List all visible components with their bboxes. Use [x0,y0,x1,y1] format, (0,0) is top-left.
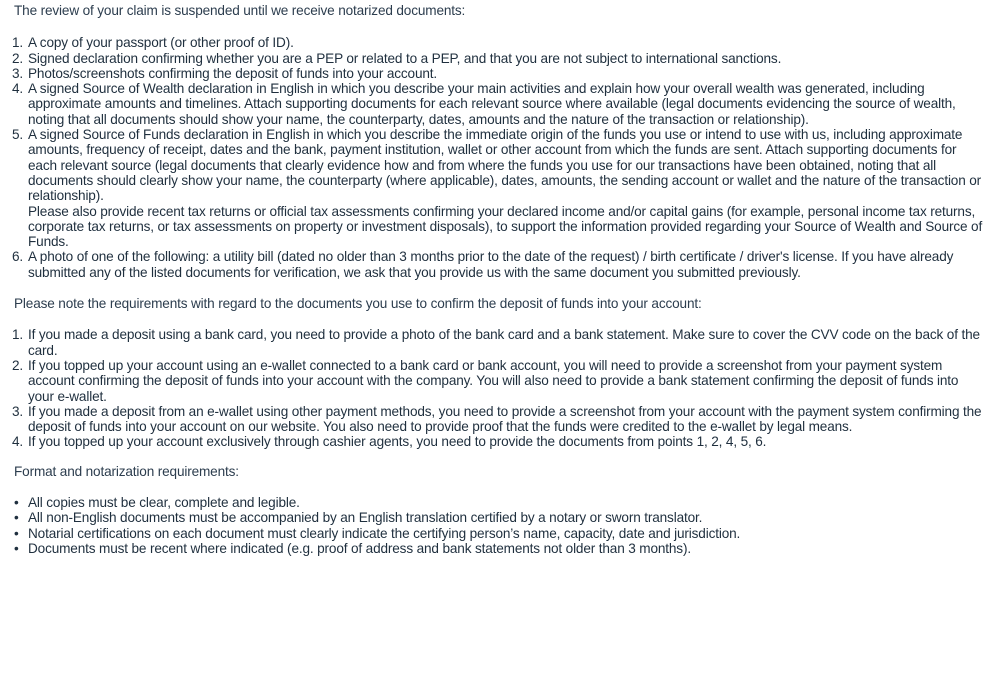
list-item-text: Signed declaration confirming whether you are a PEP or related to a PEP, and that you are not subject to international sanctions. [28,50,782,66]
list-item-text: A signed Source of Funds declaration in English in which you describe the immediate origin of the funds you use or intend to use with us, including approximate amounts, frequency of receipt, dates and the bank, payment institution, wallet or other account from which the funds are sent. Attach supporting documents for each relevant source (legal documents that clearly evidence how and from where the funds you use for our transactions have been obtained, noting that all documents should clearly show your name, the counterparty (where applicable), dates, amounts, the sending account or wallet and the nature of the transaction or relationship). [28,127,982,204]
list-item-text: All non-English documents must be accompanied by an English translation certified by a notary or sworn translator. [28,510,703,526]
list-marker: 1. [12,327,24,343]
list-item [8,510,986,525]
list-marker: 2. [12,50,24,66]
list-item-text: Documents must be recent where indicated (e.g. proof of address and bank statements not older than 3 months). [28,540,691,556]
format-requirements-heading: Format and notarization requirements: [14,463,239,479]
list-item [8,358,986,404]
deposit-requirements-list [8,327,986,449]
list-item-text: A photo of one of the following: a utility bill (dated no older than 3 months prior to the date of the request) / birth certificate / driver's license. If you have already submitted any of the listed documents for verification, we ask that you provide us with the same document you submitted previously. [28,249,954,280]
list-item-text: If you made a deposit from an e-wallet using other payment methods, you need to provide a screenshot from your account with the payment system confirming the deposit of funds into your account on our website. You also need to provide proof that the funds were credited to the e-wallet by legal means. [28,403,982,435]
format-requirements-list [8,495,986,556]
bullet-icon: • [14,525,19,541]
list-item-text: If you topped up your account using an e-wallet connected to a bank card or bank account, you will need to provide a screenshot from your payment system account confirming the deposit of funds into your account with the company. You will also need to provide a bank statement confirming the deposit of funds into your e-wallet. [28,357,959,404]
list-item [8,127,986,249]
list-marker: 6. [12,249,24,265]
claim-suspended-heading: The review of your claim is suspended until we receive notarized documents: [14,3,466,18]
list-item [8,495,986,510]
list-item-text: A copy of your passport (or other proof of ID). [28,35,294,51]
list-item [8,327,986,358]
list-item [8,81,986,127]
list-marker: 3. [12,403,24,419]
tax-returns-note: Please also provide recent tax returns or official tax assessments confirming your declared income and/or capital gains (for example, personal income tax returns, corporate tax returns, or tax assessments on property or investment disposals), to support the information provided regarding your Source of Wealth and Source of Funds. [28,203,983,250]
list-item-text: All copies must be clear, complete and legible. [28,495,300,511]
list-marker: 3. [12,65,24,81]
list-item-text: Notarial certifications on each document must clearly indicate the certifying person’s name, capacity, date and jurisdiction. [28,525,741,541]
list-item [8,526,986,541]
list-item [8,35,986,50]
bullet-icon: • [14,510,19,526]
list-item-text: Photos/screenshots confirming the deposit of funds into your account. [28,65,438,81]
list-marker: 2. [12,357,24,373]
required-documents-list [8,35,986,280]
list-item [8,249,986,280]
bullet-icon: • [14,495,19,511]
list-item [8,434,986,449]
deposit-requirements-heading: Please note the requirements with regard to the documents you use to confirm the deposit of funds into your account: [14,296,702,312]
list-marker: 5. [12,127,24,143]
list-item-text: If you made a deposit using a bank card, you need to provide a photo of the bank card and a bank statement. Make sure to cover the CVV code on the back of the card. [28,327,980,358]
list-marker: 4. [12,434,24,450]
bullet-icon: • [14,540,19,556]
list-item [8,66,986,81]
list-marker: 1. [12,35,24,51]
list-item [8,404,986,435]
list-item-text: If you topped up your account exclusively through cashier agents, you need to provide the documents from points 1, 2, 4, 5, 6. [28,434,767,450]
list-item [8,541,986,556]
list-item-text: A signed Source of Wealth declaration in English in which you describe your main activities and explain how your overall wealth was generated, including approximate amounts and timelines. Attach supporting documents for each relevant source where available (legal documents evidencing the source of wealth, noting that all documents should show your name, the counterparty, dates, amounts and the nature of the transaction or relationship). [28,81,956,127]
list-marker: 4. [12,81,24,97]
list-item [8,51,986,66]
